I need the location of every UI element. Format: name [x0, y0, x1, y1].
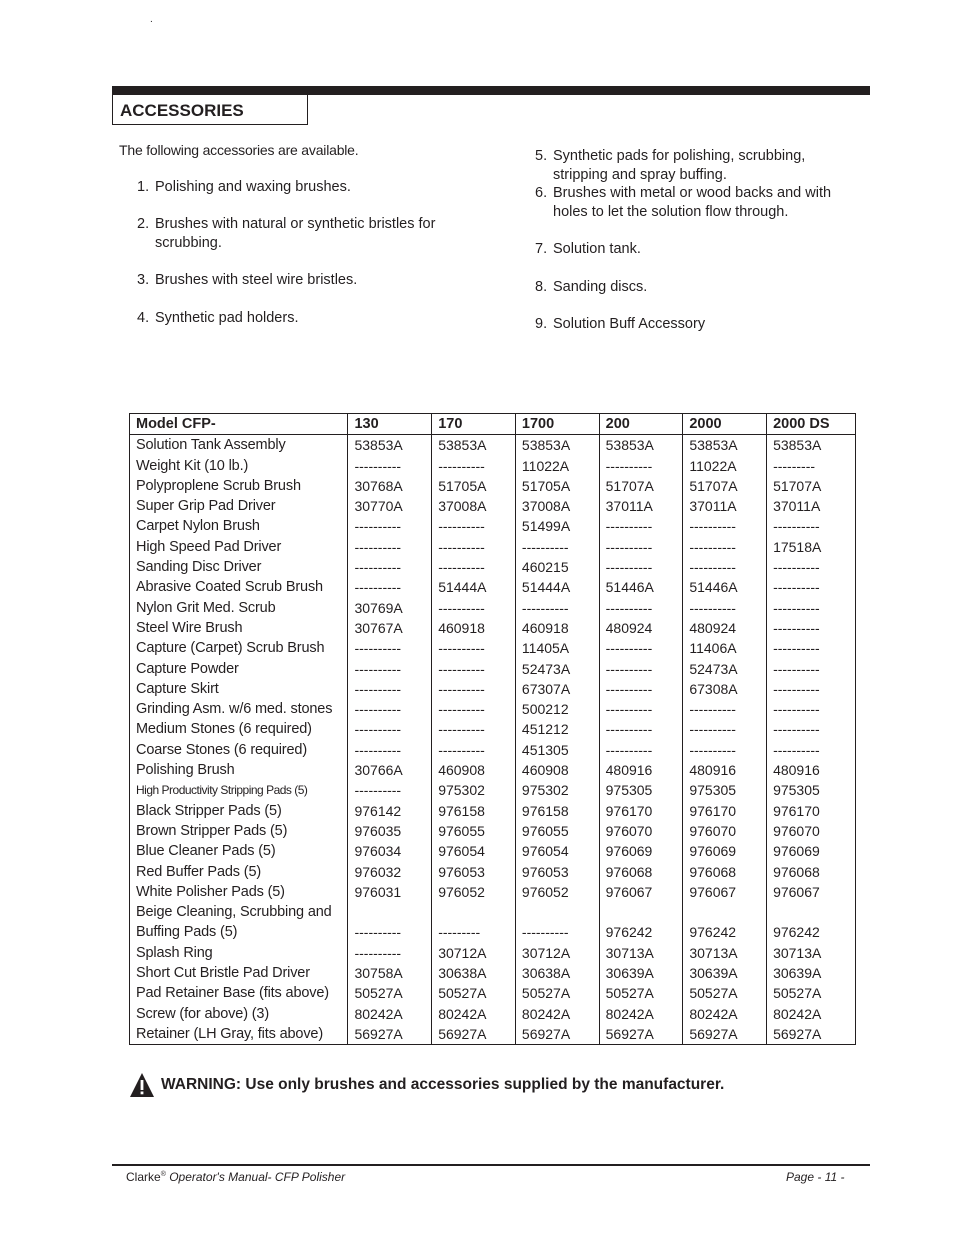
table-row: [130, 943, 856, 963]
part-number-cell: 56927A: [348, 1024, 432, 1045]
table-row: [130, 618, 856, 638]
list-item-number: 2.: [137, 216, 150, 232]
list-item-text: Polishing and waxing brushes.: [155, 179, 351, 195]
part-number-cell: 50527A: [599, 983, 683, 1003]
part-number-cell: 51707A: [683, 476, 767, 496]
part-number-cell: 976031: [348, 882, 432, 902]
part-number-cell: ----------: [767, 719, 856, 739]
part-number-cell: 80242A: [432, 1004, 516, 1024]
part-number-cell: 976055: [515, 821, 599, 841]
part-number-cell: ----------: [432, 638, 516, 658]
list-item-text: Synthetic pads for polishing, scrubbing, stripping and spray buffing.: [553, 148, 806, 183]
header-model: Model CFP-: [130, 414, 348, 435]
part-number-cell: 67308A: [683, 679, 767, 699]
table-row: [130, 1004, 856, 1024]
part-number-cell: 56927A: [767, 1024, 856, 1045]
list-item-number: 8.: [535, 279, 548, 295]
part-number-cell: 51444A: [515, 577, 599, 597]
part-number-cell: 53853A: [683, 435, 767, 456]
part-number-cell: 51705A: [432, 476, 516, 496]
part-number-cell: 51705A: [515, 476, 599, 496]
part-number-cell: 976070: [683, 821, 767, 841]
table-row: [130, 740, 856, 760]
part-number-cell: 976069: [599, 841, 683, 861]
table-body: [130, 435, 856, 1045]
table-row: [130, 841, 856, 861]
part-number-cell: 976067: [767, 882, 856, 902]
part-number-cell: ----------: [683, 699, 767, 719]
part-number-cell: 976070: [767, 821, 856, 841]
warning-notice: [129, 1072, 724, 1098]
intro-text: The following accessories are available.: [119, 142, 359, 158]
part-number-cell: 976242: [767, 902, 856, 943]
part-number-cell: 51499A: [515, 516, 599, 536]
part-number-cell: 976069: [767, 841, 856, 861]
part-number-cell: 975305: [767, 780, 856, 800]
part-number-cell: ----------: [599, 679, 683, 699]
part-number-cell: 480924: [683, 618, 767, 638]
part-name-cell: Abrasive Coated Scrub Brush: [130, 577, 348, 597]
part-number-cell: 30638A: [432, 963, 516, 983]
part-number-cell: 50527A: [767, 983, 856, 1003]
part-number-cell: ----------: [432, 516, 516, 536]
header-model-cfp: 170: [432, 414, 516, 435]
part-number-cell: 976068: [767, 862, 856, 882]
part-number-cell: 975302: [515, 780, 599, 800]
part-number-cell: 11406A: [683, 638, 767, 658]
part-number-cell: 80242A: [348, 1004, 432, 1024]
part-number-cell: ----------: [767, 699, 856, 719]
part-number-cell: 975305: [683, 780, 767, 800]
part-number-cell: ----------: [348, 456, 432, 476]
part-number-cell: ----------: [348, 537, 432, 557]
part-number-cell: ----------: [767, 516, 856, 536]
part-name-cell: Polishing Brush: [130, 760, 348, 780]
part-number-cell: 56927A: [515, 1024, 599, 1045]
part-number-cell: 460908: [515, 760, 599, 780]
part-number-cell: 56927A: [599, 1024, 683, 1045]
part-number-cell: 53853A: [432, 435, 516, 456]
part-number-cell: 53853A: [348, 435, 432, 456]
part-number-cell: 976054: [432, 841, 516, 861]
part-number-cell: 976067: [599, 882, 683, 902]
list-item-number: 1.: [137, 179, 150, 195]
part-number-cell: 976067: [683, 882, 767, 902]
part-name-cell: Beige Cleaning, Scrubbing and Buffing Pads (5): [130, 902, 348, 943]
part-number-cell: 976070: [599, 821, 683, 841]
part-number-cell: 976032: [348, 862, 432, 882]
part-name-cell: White Polisher Pads (5): [130, 882, 348, 902]
list-item-text: Brushes with natural or synthetic bristles for scrubbing.: [155, 216, 436, 251]
table-row: [130, 476, 856, 496]
part-number-cell: ----------: [348, 740, 432, 760]
part-number-cell: ---------: [432, 902, 516, 943]
part-number-cell: ----------: [432, 679, 516, 699]
part-number-cell: 976053: [432, 862, 516, 882]
part-number-cell: 30758A: [348, 963, 432, 983]
part-number-cell: ----------: [767, 679, 856, 699]
part-number-cell: ----------: [683, 557, 767, 577]
part-number-cell: 30712A: [432, 943, 516, 963]
header-rule: [112, 86, 870, 95]
part-name-cell: Capture Powder: [130, 659, 348, 679]
table-row: [130, 821, 856, 841]
list-item-number: 5.: [535, 148, 548, 164]
part-number-cell: 30638A: [515, 963, 599, 983]
list-item-text: Brushes with metal or wood backs and with holes to let the solution flow through.: [553, 185, 832, 220]
part-number-cell: 460215: [515, 557, 599, 577]
part-name-cell: Medium Stones (6 required): [130, 719, 348, 739]
part-number-cell: 976142: [348, 801, 432, 821]
part-number-cell: 451305: [515, 740, 599, 760]
part-number-cell: 80242A: [767, 1004, 856, 1024]
table-row: [130, 760, 856, 780]
part-number-cell: 976158: [432, 801, 516, 821]
part-number-cell: 51707A: [599, 476, 683, 496]
part-number-cell: ----------: [599, 719, 683, 739]
table-row: [130, 638, 856, 658]
part-number-cell: 500212: [515, 699, 599, 719]
part-number-cell: 976170: [767, 801, 856, 821]
part-number-cell: 53853A: [515, 435, 599, 456]
table-row: [130, 902, 856, 943]
table-row: [130, 719, 856, 739]
footer-manual: [126, 1170, 345, 1184]
table-row: [130, 659, 856, 679]
part-number-cell: ----------: [599, 638, 683, 658]
part-number-cell: 460918: [432, 618, 516, 638]
page-number: Page - 11 -: [786, 1170, 845, 1184]
part-number-cell: 56927A: [432, 1024, 516, 1045]
part-name-cell: Super Grip Pad Driver: [130, 496, 348, 516]
part-number-cell: 51707A: [767, 476, 856, 496]
part-name-cell: Sanding Disc Driver: [130, 557, 348, 577]
part-number-cell: 53853A: [599, 435, 683, 456]
table-row: [130, 780, 856, 800]
part-number-cell: 976052: [515, 882, 599, 902]
part-number-cell: ----------: [767, 638, 856, 658]
part-number-cell: 51444A: [432, 577, 516, 597]
part-number-cell: ----------: [599, 456, 683, 476]
part-number-cell: ----------: [348, 638, 432, 658]
list-item-text: Solution tank.: [553, 241, 641, 257]
part-number-cell: 37008A: [432, 496, 516, 516]
part-number-cell: ----------: [683, 740, 767, 760]
part-number-cell: 30769A: [348, 598, 432, 618]
part-number-cell: 976242: [599, 902, 683, 943]
parts-table: [129, 413, 856, 1045]
header-model-cfp: 130: [348, 414, 432, 435]
part-number-cell: 17518A: [767, 537, 856, 557]
part-name-cell: Short Cut Bristle Pad Driver: [130, 963, 348, 983]
part-number-cell: ----------: [599, 557, 683, 577]
part-number-cell: 50527A: [348, 983, 432, 1003]
part-number-cell: ----------: [432, 719, 516, 739]
table-row: [130, 862, 856, 882]
part-number-cell: 30639A: [683, 963, 767, 983]
part-name-cell: Weight Kit (10 lb.): [130, 456, 348, 476]
part-name-cell: Brown Stripper Pads (5): [130, 821, 348, 841]
part-number-cell: 480916: [683, 760, 767, 780]
part-number-cell: ----------: [432, 456, 516, 476]
part-number-cell: ----------: [599, 740, 683, 760]
part-number-cell: 37008A: [515, 496, 599, 516]
warning-icon: [129, 1072, 155, 1098]
section-header: [112, 95, 308, 125]
part-number-cell: ----------: [432, 557, 516, 577]
part-number-cell: ----------: [348, 780, 432, 800]
table-row: [130, 699, 856, 719]
part-number-cell: ---------: [767, 456, 856, 476]
part-number-cell: 80242A: [515, 1004, 599, 1024]
part-number-cell: 30766A: [348, 760, 432, 780]
part-number-cell: 30767A: [348, 618, 432, 638]
part-number-cell: ----------: [432, 598, 516, 618]
list-item-text: Solution Buff Accessory: [553, 316, 706, 332]
part-number-cell: ----------: [348, 659, 432, 679]
header-model-cfp: 1700: [515, 414, 599, 435]
part-number-cell: 37011A: [683, 496, 767, 516]
part-number-cell: 80242A: [599, 1004, 683, 1024]
part-number-cell: 11022A: [683, 456, 767, 476]
part-number-cell: 976052: [432, 882, 516, 902]
list-item-text: Synthetic pad holders.: [155, 310, 299, 326]
part-name-cell: Grinding Asm. w/6 med. stones: [130, 699, 348, 719]
part-number-cell: ----------: [348, 557, 432, 577]
part-number-cell: 30770A: [348, 496, 432, 516]
part-name-cell: Blue Cleaner Pads (5): [130, 841, 348, 861]
footer-reg-mark: ®: [160, 1171, 166, 1178]
table-row: [130, 1024, 856, 1045]
part-number-cell: ----------: [432, 659, 516, 679]
part-number-cell: ----------: [683, 516, 767, 536]
table-row: [130, 882, 856, 902]
table-row: [130, 496, 856, 516]
table-row: [130, 801, 856, 821]
part-name-cell: Screw (for above) (3): [130, 1004, 348, 1024]
part-number-cell: ----------: [767, 740, 856, 760]
table-row: [130, 598, 856, 618]
part-number-cell: 30712A: [515, 943, 599, 963]
part-name-cell: Solution Tank Assembly: [130, 435, 348, 456]
part-number-cell: ----------: [599, 598, 683, 618]
list-item-text: Brushes with steel wire bristles.: [155, 272, 358, 288]
part-number-cell: ----------: [348, 577, 432, 597]
part-number-cell: 976055: [432, 821, 516, 841]
part-number-cell: ----------: [432, 699, 516, 719]
part-number-cell: ----------: [348, 902, 432, 943]
part-number-cell: 480916: [767, 760, 856, 780]
part-number-cell: 451212: [515, 719, 599, 739]
part-number-cell: ----------: [683, 598, 767, 618]
part-name-cell: Splash Ring: [130, 943, 348, 963]
table-row: [130, 557, 856, 577]
part-number-cell: ----------: [348, 943, 432, 963]
part-number-cell: ----------: [683, 719, 767, 739]
part-number-cell: 56927A: [683, 1024, 767, 1045]
part-name-cell: Capture (Carpet) Scrub Brush: [130, 638, 348, 658]
table-header-row: [130, 414, 856, 435]
part-number-cell: 30713A: [683, 943, 767, 963]
part-number-cell: ----------: [515, 537, 599, 557]
part-name-cell: Coarse Stones (6 required): [130, 740, 348, 760]
part-name-cell: Nylon Grit Med. Scrub: [130, 598, 348, 618]
part-name-cell: Steel Wire Brush: [130, 618, 348, 638]
part-name-cell: Red Buffer Pads (5): [130, 862, 348, 882]
part-number-cell: 976053: [515, 862, 599, 882]
list-item-number: 6.: [535, 185, 548, 201]
part-number-cell: ----------: [767, 577, 856, 597]
part-number-cell: 460908: [432, 760, 516, 780]
part-number-cell: ----------: [683, 537, 767, 557]
part-number-cell: 30713A: [599, 943, 683, 963]
part-number-cell: ----------: [767, 618, 856, 638]
part-name-cell: Polyproplene Scrub Brush: [130, 476, 348, 496]
part-number-cell: 975302: [432, 780, 516, 800]
part-number-cell: 50527A: [515, 983, 599, 1003]
part-name-cell: Pad Retainer Base (fits above): [130, 983, 348, 1003]
part-number-cell: 37011A: [599, 496, 683, 516]
part-number-cell: ----------: [348, 699, 432, 719]
part-number-cell: ----------: [515, 902, 599, 943]
part-number-cell: 976170: [599, 801, 683, 821]
part-name-cell: High Productivity Stripping Pads (5): [130, 780, 348, 800]
part-number-cell: 53853A: [767, 435, 856, 456]
table-row: [130, 516, 856, 536]
part-number-cell: 976068: [683, 862, 767, 882]
part-number-cell: 30639A: [767, 963, 856, 983]
table-row: [130, 679, 856, 699]
part-number-cell: 51446A: [683, 577, 767, 597]
table-row: [130, 577, 856, 597]
part-number-cell: ----------: [348, 719, 432, 739]
part-name-cell: High Speed Pad Driver: [130, 537, 348, 557]
part-number-cell: 480924: [599, 618, 683, 638]
part-number-cell: ----------: [767, 598, 856, 618]
part-number-cell: 30639A: [599, 963, 683, 983]
stray-dot: .: [150, 14, 153, 25]
part-number-cell: 50527A: [432, 983, 516, 1003]
part-number-cell: ----------: [767, 659, 856, 679]
part-number-cell: 976158: [515, 801, 599, 821]
part-number-cell: 976034: [348, 841, 432, 861]
header-model-cfp: 200: [599, 414, 683, 435]
footer-rule: [112, 1164, 870, 1166]
list-item-number: 3.: [137, 272, 150, 288]
part-number-cell: 11405A: [515, 638, 599, 658]
part-number-cell: ----------: [599, 699, 683, 719]
part-name-cell: Black Stripper Pads (5): [130, 801, 348, 821]
part-number-cell: 51446A: [599, 577, 683, 597]
part-number-cell: ----------: [599, 537, 683, 557]
part-number-cell: 976054: [515, 841, 599, 861]
part-number-cell: 52473A: [515, 659, 599, 679]
part-name-cell: Retainer (LH Gray, fits above): [130, 1024, 348, 1045]
part-name-cell: Capture Skirt: [130, 679, 348, 699]
table-row: [130, 537, 856, 557]
part-number-cell: 80242A: [683, 1004, 767, 1024]
part-number-cell: 67307A: [515, 679, 599, 699]
part-number-cell: 37011A: [767, 496, 856, 516]
part-number-cell: 11022A: [515, 456, 599, 476]
part-number-cell: ----------: [767, 557, 856, 577]
part-number-cell: 976035: [348, 821, 432, 841]
part-number-cell: 30713A: [767, 943, 856, 963]
part-name-cell: Carpet Nylon Brush: [130, 516, 348, 536]
part-number-cell: ----------: [432, 537, 516, 557]
section-title: ACCESSORIES: [120, 101, 244, 120]
part-number-cell: 975305: [599, 780, 683, 800]
part-number-cell: ----------: [599, 516, 683, 536]
header-model-cfp: 2000: [683, 414, 767, 435]
footer-brand: Clarke: [126, 1170, 161, 1184]
part-number-cell: 976170: [683, 801, 767, 821]
list-item-text: Sanding discs.: [553, 279, 648, 295]
part-number-cell: 976068: [599, 862, 683, 882]
list-item-number: 7.: [535, 241, 548, 257]
warning-text: WARNING: Use only brushes and accessories supplied by the manufacturer.: [161, 1076, 725, 1093]
part-number-cell: ----------: [348, 679, 432, 699]
part-number-cell: ----------: [348, 516, 432, 536]
part-number-cell: 460918: [515, 618, 599, 638]
part-number-cell: 976242: [683, 902, 767, 943]
part-number-cell: 480916: [599, 760, 683, 780]
list-item-number: 4.: [137, 310, 150, 326]
header-model-cfp: 2000 DS: [767, 414, 856, 435]
list-item-number: 9.: [535, 316, 548, 332]
part-number-cell: ----------: [599, 659, 683, 679]
table-row: [130, 456, 856, 476]
part-number-cell: ----------: [515, 598, 599, 618]
part-number-cell: 50527A: [683, 983, 767, 1003]
table-row: [130, 963, 856, 983]
part-number-cell: ----------: [432, 740, 516, 760]
table-row: [130, 983, 856, 1003]
footer-manual-title: Operator's Manual- CFP Polisher: [169, 1170, 346, 1184]
part-number-cell: 30768A: [348, 476, 432, 496]
part-number-cell: 976069: [683, 841, 767, 861]
part-number-cell: 52473A: [683, 659, 767, 679]
table-row: [130, 435, 856, 456]
